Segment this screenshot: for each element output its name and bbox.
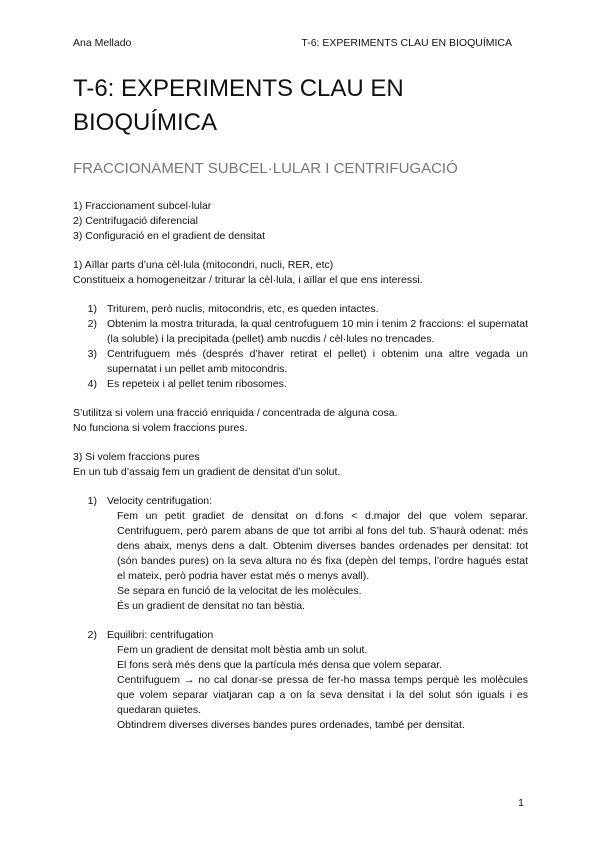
item-title: Velocity centrifugation: [107,495,213,507]
list-text: Centrifuguem més (després d’haver retirat el pellet) i obtenim una altre vegada un supernatat i un pellet amb mitocondris. [107,348,528,375]
item-paragraph: Fem un petit gradiet de densitat on d.fons < d.major del que volem separar. Centrifuguem, però parem abans de que tot arribi al fons del tub. S’haurà odenat: més dens abaix, menys dens a dalt. Obtenim diverses bandes ordenades per densitat: tot (són bandes pures) on la seva altura no és fixa (depèn del temps, l’ordre hagués estat el mateix, però podria haver estat més o menys avall). [117,510,528,582]
list-number: 4) [87,378,97,390]
index-item: 2) Centrifugació diferencial [73,215,198,227]
list-text: Es repeteix i al pellet tenim ribosomes. [107,378,287,390]
list-item [73,377,528,392]
list-item [73,302,528,317]
index-list [73,199,528,244]
list-number: 2) [87,318,97,330]
item-paragraph: És un gradient de densitat no tan bèstia. [117,600,305,612]
list-number: 1) [87,303,97,315]
page-number: 1 [518,797,524,809]
list-text: Triturem, però nuclis, mitocondris, etc, es queden intactes. [107,303,379,315]
item-paragraph: Fem un gradient de densitat molt bèstia amb un solut. [117,644,368,656]
index-item: 3) Configuració en el gradient de densitat [73,230,266,242]
list-item [73,347,528,377]
section-1-intro: Constitueix a homogeneitzar / triturar la cèl·lula, i aïllar el que ens interessi. [73,274,423,286]
list-text: Obtenim la mostra triturada, la qual centrofuguem 10 min i tenim 2 fraccions: el supernatat (la soluble) i la precipitada (pellet) amb nucdis / cèl·lules no trencades. [107,318,528,345]
index-item: 1) Fraccionament subcel·lular [73,200,212,212]
section-3-intro: En un tub d’assaig fem un gradient de densitat d’un solut. [73,466,341,478]
list-number: 1) [87,495,97,507]
section-3 [73,450,528,733]
item-paragraph: El fons serà més dens que la partícula més densa que volem separar. [117,659,443,671]
header-author: Ana Mellado [73,37,132,49]
header-running-title: T-6: EXPERIMENTS CLAU EN BIOQUÍMICA [301,37,512,49]
section-3-heading: 3) Si volem fraccions pures [73,451,200,463]
list-number: 3) [87,348,97,360]
section-1-note: S’utilitza si volem una fracció enriquida / concentrada de alguna cosa. [73,407,398,419]
section-subtitle: FRACCIONAMENT SUBCEL·LULAR I CENTRIFUGACIÓ [73,160,458,177]
section-3-item-equilibri [73,628,528,733]
section-3-item-velocity [73,494,528,614]
list-item [73,317,528,347]
list-number: 2) [87,629,97,641]
section-1 [73,258,528,436]
section-1-heading: 1) Aïllar parts d’una cèl·lula (mitocondri, nucli, RER, etc) [73,259,334,271]
section-1-note: No funciona si volem fraccions pures. [73,422,248,434]
item-paragraph: Obtindrem diverses diverses bandes pures ordenades, també per densitat. [117,719,465,731]
page-title: T-6: EXPERIMENTS CLAU EN BIOQUÍMICA [73,75,404,136]
item-title: Equilibri: centrifugation [107,629,214,641]
item-paragraph: Se separa en funció de la velocitat de les molècules. [117,585,362,597]
item-paragraph: Centrifuguem → no cal donar-se pressa de fer-ho massa temps perquè les molècules que volem separar viatjaran cap a on la seva densitat i la del solut són iguals i es quedaran quietes. [117,674,528,716]
section-1-steps [73,302,528,392]
page-content [73,72,528,733]
